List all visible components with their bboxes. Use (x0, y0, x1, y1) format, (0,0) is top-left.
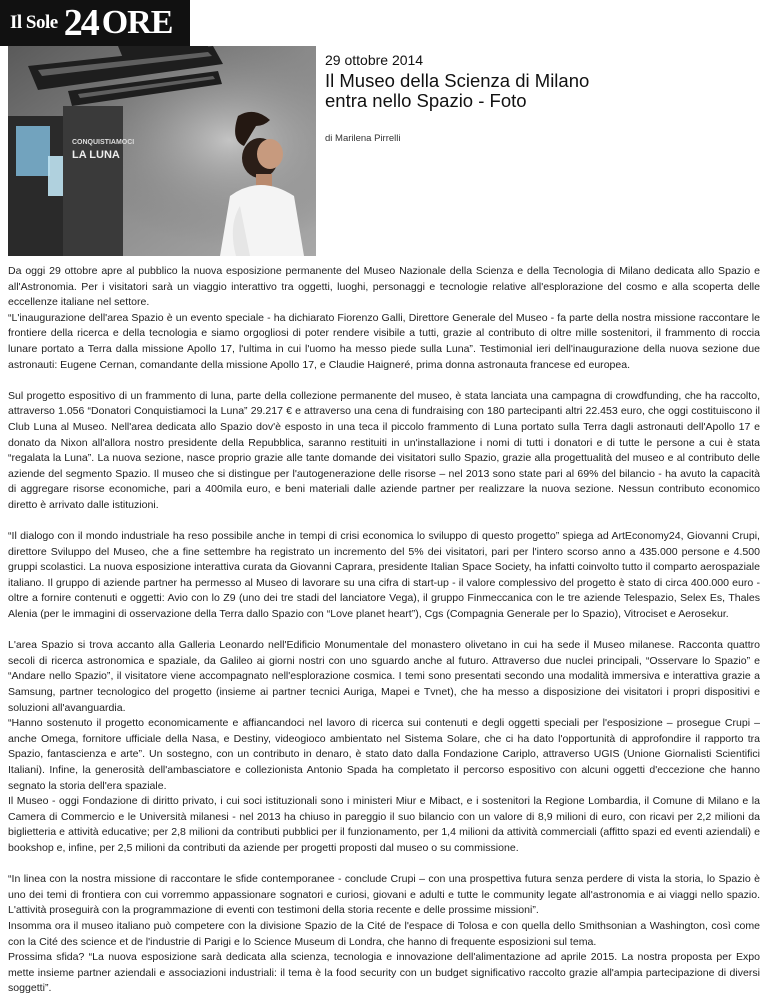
paragraph: Prossima sfida? “La nuova esposizione sarà dedicata alla scienza, tecnologia e innovazione dell'alimentazione ad aprile 2015. La nostra proposta per Expo mette insieme partner aziendali e associazioni industriali: il tema è la food security con un budget significativo raccolto grazie all'ampia partecipazione di diversi soggetti”. (8, 951, 760, 995)
article-header (325, 52, 755, 144)
paragraph: “In linea con la nostra missione di raccontare le sfide contemporanee - conclude Crupi – con una prospettiva futura senza perdere di vista la storia, lo Spazio è uno dei temi di frontiera con cui vorremmo appassionare sognatori e curiosi, giovani e adulti e tutte le community legate all'astronomia e ai viaggi nello spazio. L'attività proseguirà con la programmazione di eventi con testimoni della storia recente e delle prossime missioni”. (8, 873, 760, 917)
article-date: 29 ottobre 2014 (325, 52, 424, 68)
article-body (8, 264, 760, 997)
paragraph-gap (8, 857, 760, 873)
paragraph-gap (8, 373, 760, 389)
photo-illustration (8, 46, 316, 256)
photo-panel-text-2: LA LUNA (72, 149, 120, 161)
article-photo (8, 46, 316, 256)
paragraph: Sul progetto espositivo di un frammento di luna, parte della collezione permanente del museo, è stata lanciata una campagna di crowdfunding, che ha raccolto, attraverso 1.056 “Donatori Conquistiamoci la Luna” 29.217 € e attraverso una cena di fundraising con 180 partecipanti altri 22.453 euro, che oggi costituiscono il Club Luna al Museo. Nell'area dedicata allo Spazio dov'è esposto in una teca il piccolo frammento di Luna portato sulla Terra dagli astronauti dell'Apollo 17 e donato da Nixon all'allora nostro presidente della Repubblica, saranno restituiti in un'installazione i nomi di tutti i donatori e di tutte le persone a cui è stata “regalata la Luna”. La nuova sezione, nasce proprio grazie alle tante domande dei visitatori sullo Spazio, grazie alla progettualità del museo e al contributo delle aziende del segmento Spazio. Il museo che si distingue per l'autogenerazione delle risorse – nel 2013 sono state pari al 69% del bilancio - ha avuto la capacità di aggregare risorse economiche, pari a 400mila euro, e beni materiali dalle aziende partner per realizzare la nuova sezione. Nessun contributo economico diretto è arrivato dalle istituzioni. (8, 389, 760, 511)
paragraph: Insomma ora il museo italiano può competere con la divisione Spazio de la Cité de l'espace di Tolosa e con quella dello Smithsonian a Washington, così come con la Cité des science et de l'industrie di Parigi e lo Science Museum di Londra, che hanno di frequente esposizioni sul tema. (8, 919, 760, 948)
logo-text-ore: ORE (101, 4, 173, 41)
site-logo[interactable] (0, 0, 190, 46)
paragraph: Il Museo - oggi Fondazione di diritto privato, i cui soci istituzionali sono i ministeri Miur e Mibact, e i sostenitori la Regione Lombardia, il Comune di Milano e la Camera di Commercio e le Università milanesi - nel 2013 ha chiuso in pareggio il suo bilancio con un valore di 8,9 milioni di euro, con ricavi per 2,2 milioni da biglietteria e attività educative; per 2,8 milioni da contributi pubblici per il funzionamento, per 1,4 milioni da attività commerciali (affitto spazi ed eventi aziendali) e bookshop e, infine, per 2,5 milioni da contributi da aziende per progetti proposti dal museo o su commissione. (8, 795, 760, 854)
paragraph: Da oggi 29 ottobre apre al pubblico la nuova esposizione permanente del Museo Nazionale della Scienza e della Tecnologia di Milano dedicata allo Spazio e all'Astronomia. Per i visitatori sarà un viaggio interattivo tra oggetti, luoghi, personaggi e tecnologie relative all'esplorazione del cosmo e alla scoperta delle eccellenze italiane nel settore. (8, 265, 760, 309)
paragraph: “L'inaugurazione dell'area Spazio è un evento speciale - ha dichiarato Fiorenzo Galli, Direttore Generale del Museo - fa parte della nostra missione raccontare le frontiere della ricerca e della tecnologia e siamo orgogliosi di poter rendere visibile a tutti, grazie al contributo di oltre mille sostenitori, il frammento di roccia lunare portato a Terra dalla missione Apollo 17, l'ultima in cui l'uomo ha messo piede sulla Luna”. Testimonial ieri dell'inaugurazione della nuova sezione due astronauti: Eugene Cernan, comandante della missione Apollo 17, e Claudie Haigneré, prima donna astronauta francese ed europea. (8, 311, 760, 371)
paragraph: “Il dialogo con il mondo industriale ha reso possibile anche in tempi di crisi economica lo sviluppo di questo progetto” spiega ad ArtEconomy24, Giovanni Crupi, direttore Sviluppo del Museo, che a fine settembre ha registrato un incremento del 5% dei visitatori, pari per l'intero scorso anno a 435.000 persone e 4.500 gruppi scolastici. La nuova esposizione interattiva curata da Giovanni Caprara, presidente Italian Space Society, ha infatti coinvolto tutto il comparto aerospaziale italiano. Il gruppo di aziende partner ha permesso al Museo di lavorare su una cifra di start-up - il valore complessivo del progetto è stato di circa 400.000 euro - oltre a fornire contenuti e oggetti: Avio con lo Z9 (uno dei tre stadi del lanciatore Vega), il gruppo Finmeccanica con le tre aziende Telespazio, Selex Es, Thales Alenia (per le immagini di osservazione della Terra dallo Spazio con “Love planet heart”), Cgs (Compagnia Generale per lo Spazio), Vitrociset e Aerosekur. (8, 530, 760, 621)
article-author: di Marilena Pirrelli (325, 133, 401, 144)
logo-text-24: 24 (63, 2, 98, 44)
paragraph: L'area Spazio si trova accanto alla Galleria Leonardo nell'Edificio Monumentale del monastero olivetano in cui ha sede il Museo milanese. Racconta quattro secoli di ricerca astronomica e spaziale, da Galileo ai giorni nostri con uno sguardo anche al futuro. Attraverso due nuclei principali, “Osservare lo Spazio” e “Andare nello Spazio”, il visitatore viene accompagnato nell'esplorazione cosmica. I temi sono presentati secondo una modalità immersiva e interattiva grazie a Samsung, partner tecnologico del progetto (insieme ai partner tecnici Auriga, Mapei e Tvnet), che ha messo a disposizione dei visitatori i propri dispositivi e soluzioni all'avanguardia. (8, 639, 760, 714)
article-title-line-2: entra nello Spazio - Foto (325, 90, 527, 111)
article-title (325, 71, 755, 111)
paragraph: “Hanno sostenuto il progetto economicamente e affiancandoci nel lavoro di ricerca sui contenuti e degli oggetti speciali per l'esposizione – prosegue Crupi – anche Omega, fornitore ufficiale della Nasa, e Destiny, videogioco ambientato nel Sistema Solare, che ci ha dato l'opportunità di approfondire il rapporto tra Spazio, fantascienza e arte”. Un sostegno, con un contributo in denaro, è stato dato dalla Fondazione Cariplo, attraverso UGIS (Unione Giornalisti Scientifici Italiani). Infine, la generosità dell'ambasciatore e collezionista Antonio Spada ha completato il percorso espositivo con alcuni oggetti d'eccezione che hanno segnato la storia dell'era spaziale. (8, 717, 760, 792)
logo-text-il-sole: Il Sole (10, 12, 58, 33)
article-title-line-1: Il Museo della Scienza di Milano (325, 70, 590, 91)
paragraph-gap (8, 623, 760, 639)
paragraph-gap (8, 514, 760, 530)
photo-panel-text-1: CONQUISTIAMOCI (72, 139, 135, 146)
